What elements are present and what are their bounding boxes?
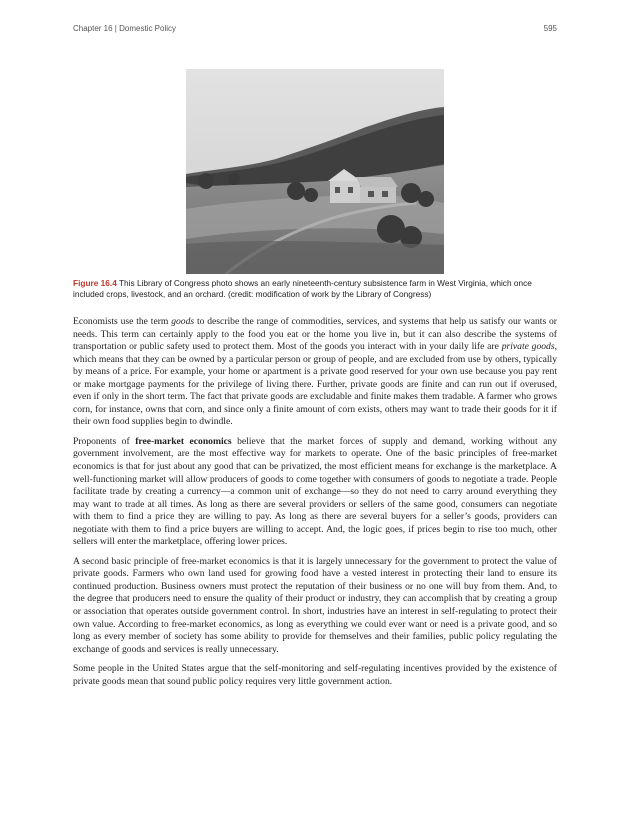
figure-caption — [73, 278, 557, 300]
term-free-market-economics: free-market economics — [135, 435, 232, 447]
figure-caption-text: This Library of Congress photo shows an early nineteenth-century subsistence farm in West Virginia, which once included crops, livestock, and an orchard. (credit: modification of work by the Library of Congress) — [73, 278, 532, 299]
page-header — [73, 24, 557, 33]
term-goods: goods — [171, 316, 195, 327]
body-text — [73, 316, 557, 695]
paragraph: Proponents of free-market economics believe that the market forces of supply and demand, working without any government involvement, are the most effective way for markets to operate. One of the basic principles of free-market economics is that for just about any good that can be privatized, the most efficient means for exchange is the marketplace. A well-functioning market will allow producers of goods to come together with consumers of goods to negotiate a trade. People facilitate trade by creating a currency—a common unit of exchange—so they do not need to carry around everything they may want to trade at all times. As long as there are several providers or sellers of the same good, consumers can negotiate with them to find a price they are willing to pay. As long as there are several buyers for a seller’s goods, providers can negotiate with them to find a price buyers are willing to accept. And, the logic goes, if prices begin to rise too much, other sellers will enter the marketplace, offering lower prices. — [73, 435, 557, 548]
page-number: 595 — [543, 24, 557, 33]
chapter-title: Chapter 16 | Domestic Policy — [73, 24, 177, 33]
term-private-goods: private goods — [501, 341, 555, 353]
paragraph: A second basic principle of free-market economics is that it is largely unnecessary for the government to protect the value of private goods. Farmers who own land used for growing food have a vested interest in protecting their land to ensure its continued production. Business owners must protect the reputation of their business or no one will buy from them. And, to the degree that producers need to ensure the quality of their product or industry, they can accomplish that by creating a group or association that operates outside government control. In short, industries have an interest in self-regulating to protect their own value. According to free-market economics, as long as everything we could ever want or need is a private good, and so long as every member of society has some ability to provide for themselves and their families, public policy regulating the exchange of goods and services is really unnecessary. — [73, 555, 557, 655]
subsistence-farm-photo — [186, 69, 444, 274]
farm-photo-illustration — [186, 69, 444, 274]
paragraph: Some people in the United States argue that the self-monitoring and self-regulating incentives provided by the existence of private goods mean that sound public policy requires very little government action. — [73, 663, 557, 687]
paragraph: Economists use the term goods to describe the range of commodities, services, and systems that help us satisfy our wants or needs. This term can certainly apply to the food you eat or the home you live in, but it can also describe the systems of transportation or public safety used to protect them. Most of the goods you interact with in your daily life are private goods, which means that they can be owned by a particular person or group of people, and are excluded from use by others, typically by means of a price. For example, your home or apartment is a private good reserved for your own use because you pay rent or make mortgage payments for the privilege of living there. Further, private goods are finite and can run out if overused, even if only in the short term. The fact that private goods are excludable and finite makes them tradable. A farmer who grows corn, for instance, owns that corn, and since only a finite amount of corn exists, others may want to trade their goods for it if their own food supplies begin to dwindle. — [73, 316, 557, 428]
figure-label: Figure 16.4 — [73, 278, 117, 288]
